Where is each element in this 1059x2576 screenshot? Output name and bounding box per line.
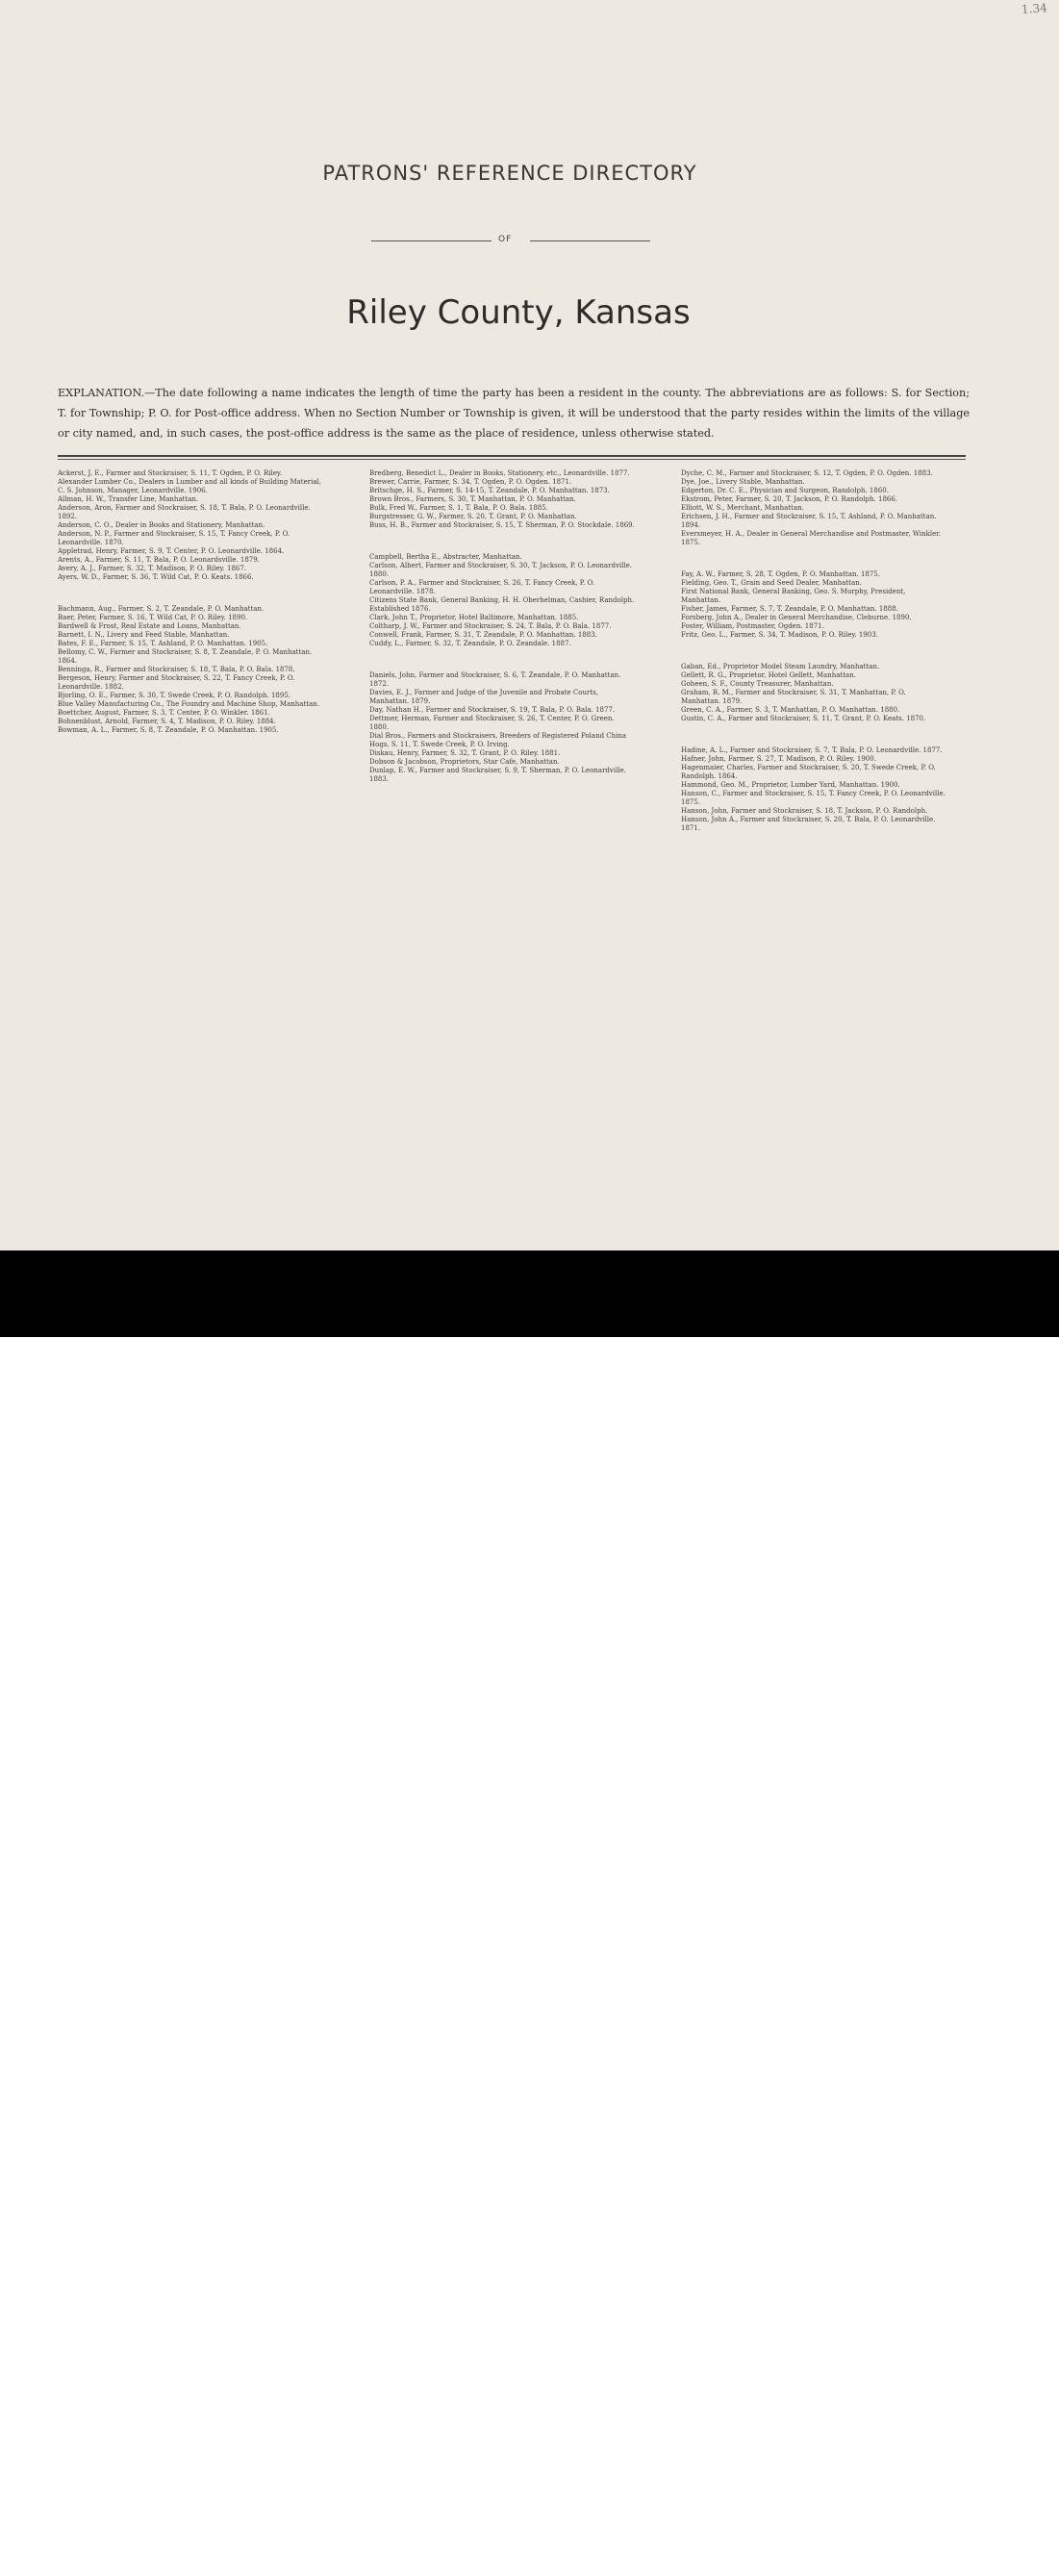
- county-heading: Riley County, Kansas: [346, 293, 691, 332]
- directory-entry: Anderson, C. O., Dealer in Books and Stationery, Manhattan.: [58, 521, 265, 529]
- directory-entry: Ayers, W. D., Farmer, S. 36, T. Wild Cat, P. O. Keats. 1866.: [58, 573, 254, 581]
- handwritten-page-number: 1.34: [1021, 1, 1048, 16]
- directory-entry: Fay, A. W., Farmer, S. 28, T. Ogden, P. O. Manhattan. 1875.: [681, 570, 880, 578]
- directory-entry: Carlson, Albert, Farmer and Stockraiser, S. 30, T. Jackson, P. O. Leonardville. 1880.: [369, 562, 632, 578]
- directory-entry: Alexander Lumber Co., Dealers in Lumber and all kinds of Building Material, C. S. Johnson, Manager, Leonardville. 1906.: [58, 478, 321, 494]
- directory-entry: Buss, H. B., Farmer and Stockraiser, S. 15, T. Sherman, P. O. Stockdale. 1869.: [369, 521, 635, 529]
- directory-entry: Dyche, C. M., Farmer and Stockraiser, S. 12, T. Ogden, P. O. Ogden. 1883.: [681, 469, 933, 477]
- directory-entry: Bowman, A. L., Farmer, S. 8, T. Zeandale, P. O. Manhattan. 1905.: [58, 726, 279, 734]
- directory-entry: Hagenmaier, Charles, Farmer and Stockraiser, S. 20, T. Swede Creek, P. O. Randolph. 1864.: [681, 764, 936, 780]
- directory-entry: Blue Valley Manufacturing Co., The Foundry and Machine Shop, Manhattan.: [58, 700, 319, 708]
- directory-entry: Foster, William, Postmaster, Ogden. 1871.: [681, 622, 824, 630]
- directory-entry: Bachmann, Aug., Farmer, S. 2, T. Zeandale, P. O. Manhattan.: [58, 605, 265, 613]
- directory-entry: Clark, John T., Proprietor, Hotel Baltimore, Manhattan. 1885.: [369, 614, 579, 621]
- directory-entry: Gustin, C. A., Farmer and Stockraiser, S. 11, T. Grant, P. O. Keats. 1870.: [681, 715, 926, 722]
- directory-entry: Allman, H. W., Transfer Line, Manhattan.: [58, 495, 199, 503]
- directory-entry: Citizens State Bank, General Banking, H. H. Oberhelman, Cashier, Randolph. Established 1876.: [369, 596, 635, 613]
- directory-entry: Day, Nathan H., Farmer and Stockraiser, S. 19, T. Bala, P. O. Bala. 1877.: [369, 706, 616, 714]
- directory-entry: Dobson & Jacobson, Proprietors, Star Cafe, Manhattan.: [369, 758, 560, 766]
- letter-group-gap: [369, 648, 635, 671]
- directory-entry: Eversmeyer, H. A., Dealer in General Merchandise and Postmaster, Winkler. 1875.: [681, 530, 942, 546]
- directory-entry: Forsberg, John A., Dealer in General Merchandise, Cleburne. 1890.: [681, 614, 912, 621]
- directory-entry: Goheen, S. F., County Treasurer, Manhattan.: [681, 680, 834, 688]
- alamy-logo: alamy: [25, 2509, 190, 2553]
- directory-entry: Conwell, Frank, Farmer, S. 31, T. Zeandale, P. O. Manhattan. 1883.: [369, 631, 597, 639]
- directory-entry: Bjorling, O. E., Farmer, S. 30, T. Swede Creek, P. O. Randolph. 1895.: [58, 692, 291, 699]
- title-divider: [371, 235, 650, 248]
- directory-entry: Diskau, Henry, Farmer, S. 32, T. Grant, P. O. Riley. 1881.: [369, 749, 561, 757]
- directory-entry: Daniels, John, Farmer and Stockraiser, S. 6, T. Zeandale, P. O. Manhattan. 1872.: [369, 671, 621, 688]
- directory-entry: Britschge, H. S., Farmer, S. 14-15, T. Zeandale, P. O. Manhattan. 1873.: [369, 487, 610, 494]
- section-rule-thin: [58, 459, 966, 460]
- directory-entry: Bohnenblust, Arnold, Farmer, S. 4, T. Madison, P. O. Riley. 1884.: [58, 718, 276, 725]
- directory-entry: Dunlap, E. W., Farmer and Stockraiser, S. 9, T. Sherman, P. O. Leonardville. 1883.: [369, 767, 626, 783]
- directory-entry: Hadine, A. L., Farmer and Stockraiser, S. 7, T. Bala, P. O. Leonardville. 1877.: [681, 746, 943, 754]
- directory-entry: Fielding, Geo. T., Grain and Seed Dealer, Manhattan.: [681, 579, 862, 587]
- divider-of-label: OF: [498, 235, 513, 244]
- directory-entry: Edgerton, Dr. C. E., Physician and Surgeon, Randolph. 1860.: [681, 487, 889, 494]
- directory-entry: First National Bank, General Banking, Geo. S. Murphy, President, Manhattan.: [681, 588, 906, 604]
- directory-entry: Campbell, Bertha E., Abstracter, Manhattan.: [369, 553, 522, 561]
- directory-entry: Ackerst, J. E., Farmer and Stockraiser, S. 11, T. Ogden, P. O. Riley.: [58, 469, 283, 477]
- camera-icon: [156, 2515, 190, 2550]
- directory-entry: Benninga, R., Farmer and Stockraiser, S. 18, T. Bala, P. O. Bala. 1878.: [58, 666, 295, 673]
- directory-entry: Hafner, John, Farmer, S. 27, T. Madison, P. O. Riley. 1900.: [681, 755, 876, 763]
- directory-column-2: [369, 469, 635, 1170]
- directory-entry: Gaban, Ed., Proprietor Model Steam Laundry, Manhattan.: [681, 663, 880, 670]
- directory-entry: Davies, E. J., Farmer and Judge of the Juvenile and Probate Courts, Manhattan. 1879.: [369, 689, 598, 705]
- divider-line-left: [371, 240, 492, 241]
- directory-entry: Graham, R. M., Farmer and Stockraiser, S. 31, T. Manhattan, P. O. Manhattan. 1879.: [681, 689, 906, 705]
- divider-line-right: [530, 240, 650, 241]
- directory-entry: Carlson, P. A., Farmer and Stockraiser, S. 26, T. Fancy Creek, P. O. Leonardville. 1878.: [369, 579, 595, 595]
- letter-group-gap: [681, 547, 946, 570]
- directory-entry: Cuddy, L., Farmer, S. 32, T. Zeandale, P. O. Zeandale. 1887.: [369, 640, 571, 647]
- directory-entry: Avery, A. J., Farmer, S. 32, T. Madison, P. O. Riley. 1867.: [58, 565, 247, 572]
- directory-entry: Dettmer, Herman, Farmer and Stockraiser, S. 26, T. Center, P. O. Green. 1880.: [369, 715, 615, 731]
- directory-entry: Green, C. A., Farmer, S. 3, T. Manhattan, P. O. Manhattan. 1880.: [681, 706, 900, 714]
- directory-entry: Brewer, Carrie, Farmer, S. 34, T. Ogden, P. O. Ogden. 1871.: [369, 478, 572, 486]
- directory-entry: Erichsen, J. H., Farmer and Stockraiser, S. 15, T. Ashland, P. O. Manhattan. 1894.: [681, 513, 937, 529]
- directory-entry: Burgstresser, G. W., Farmer, S. 20, T. Grant, P. O. Manhattan.: [369, 513, 577, 520]
- directory-entry: Baer, Peter, Farmer, S. 16, T. Wild Cat, P. O. Riley. 1890.: [58, 614, 248, 621]
- directory-column-1: [58, 469, 323, 1170]
- directory-entry: Fritz, Geo. L., Farmer, S. 34, T. Madison, P. O. Riley. 1903.: [681, 631, 878, 639]
- letter-group-gap: [58, 582, 323, 605]
- directory-entry: Appletrad, Henry, Farmer, S. 9, T. Center, P. O. Leonardville. 1864.: [58, 547, 285, 555]
- directory-entry: Arents, A., Farmer, S. 11, T. Bala, P. O. Leonardsville. 1879.: [58, 556, 260, 564]
- directory-entry: Hanson, John A., Farmer and Stockraiser, S. 20, T. Bala, P. O. Leonardville. 1871.: [681, 816, 936, 832]
- letter-group-gap: [681, 640, 946, 663]
- directory-entry: Elliott, W. S., Merchant, Manhattan.: [681, 504, 804, 512]
- page-title: PATRONS' REFERENCE DIRECTORY: [322, 162, 697, 185]
- directory-entry: Hanson, C., Farmer and Stockraiser, S. 15, T. Fancy Creek, P. O. Leonardville. 1875.: [681, 790, 946, 806]
- directory-entry: Boettcher, August, Farmer, S. 3, T. Center, P. O. Winkler. 1861.: [58, 709, 270, 717]
- image-id-label: Image ID: 2HHERDG: [925, 2549, 1026, 2561]
- directory-page: [0, 0, 1059, 1250]
- letter-group-gap: [681, 723, 946, 746]
- directory-entry: Fisher, James, Farmer, S. 7, T. Zeandale, P. O. Manhattan. 1888.: [681, 605, 898, 613]
- directory-entry: Bergeson, Henry, Farmer and Stockraiser, S. 22, T. Fancy Creek, P. O. Leonardville. 1882.: [58, 674, 295, 691]
- directory-entry: Bates, F. E., Farmer, S. 15, T. Ashland, P. O. Manhattan. 1905.: [58, 640, 268, 647]
- letter-group-gap: [369, 530, 635, 553]
- directory-entry: Ekstrom, Peter, Farmer, S. 20, T. Jackson, P. O. Randolph. 1866.: [681, 495, 898, 503]
- directory-entry: Gellett, R. G., Proprietor, Hotel Gellett, Manhattan.: [681, 671, 856, 679]
- directory-entry: Barnett, I. N., Livery and Feed Stable, Manhattan.: [58, 631, 230, 639]
- directory-entry: Bredberg, Benedict L., Dealer in Books, Stationery, etc., Leonardville. 1877.: [369, 469, 630, 477]
- directory-entry: Bellomy, C. W., Farmer and Stockraiser, S. 8, T. Zeandale, P. O. Manhattan. 1864.: [58, 648, 313, 665]
- explanation-paragraph: EXPLANATION.—The date following a name indicates the length of time the party has been a resident in the county. The abbreviations are as follows: S. for Section; T. for Township; P. O. for Post-office address. When no Section Number or Township is given, it will be understood that the party resides within the limits of the village or city named, and, in such cases, the post-office address is the same as the place of residence, unless otherwise stated.: [58, 387, 970, 440]
- directory-column-3: [681, 469, 946, 1170]
- site-url: www.alamy.com: [925, 2564, 1001, 2576]
- directory-entry: Bardwell & Frost, Real Estate and Loans, Manhattan.: [58, 622, 241, 630]
- directory-entry: Anderson, Aron, Farmer and Stockraiser, S. 18, T. Bala, P. O. Leonardville. 1892.: [58, 504, 311, 520]
- directory-entry: Brown Bros., Farmers, S. 30, T. Manhattan, P. O. Manhattan.: [369, 495, 576, 503]
- directory-entry: Hammond, Geo. M., Proprietor, Lumber Yard, Manhattan. 1900.: [681, 781, 900, 789]
- section-rule-thick: [58, 455, 966, 457]
- directory-entry: Dye, Joe., Livery Stable, Manhattan.: [681, 478, 805, 486]
- directory-entry: Coltharp, J. W., Farmer and Stockraiser, S. 24, T. Bala, P. O. Bala. 1877.: [369, 622, 612, 630]
- directory-entry: Anderson, N. P., Farmer and Stockraiser, S. 15, T. Fancy Creek, P. O. Leonardville. 1870.: [58, 530, 290, 546]
- directory-entry: Dial Bros., Farmers and Stockraisers, Breeders of Registered Poland China Hogs, S. 11, T. Swede Creek, P. O. Irving.: [369, 732, 627, 748]
- directory-entry: Bulk, Fred W., Farmer, S. 1, T. Bala, P. O. Bala. 1885.: [369, 504, 548, 512]
- directory-entry: Hanson, John, Farmer and Stockraiser, S. 18, T. Jackson, P. O. Randolph.: [681, 807, 928, 815]
- watermark-banner: [0, 1250, 1059, 2576]
